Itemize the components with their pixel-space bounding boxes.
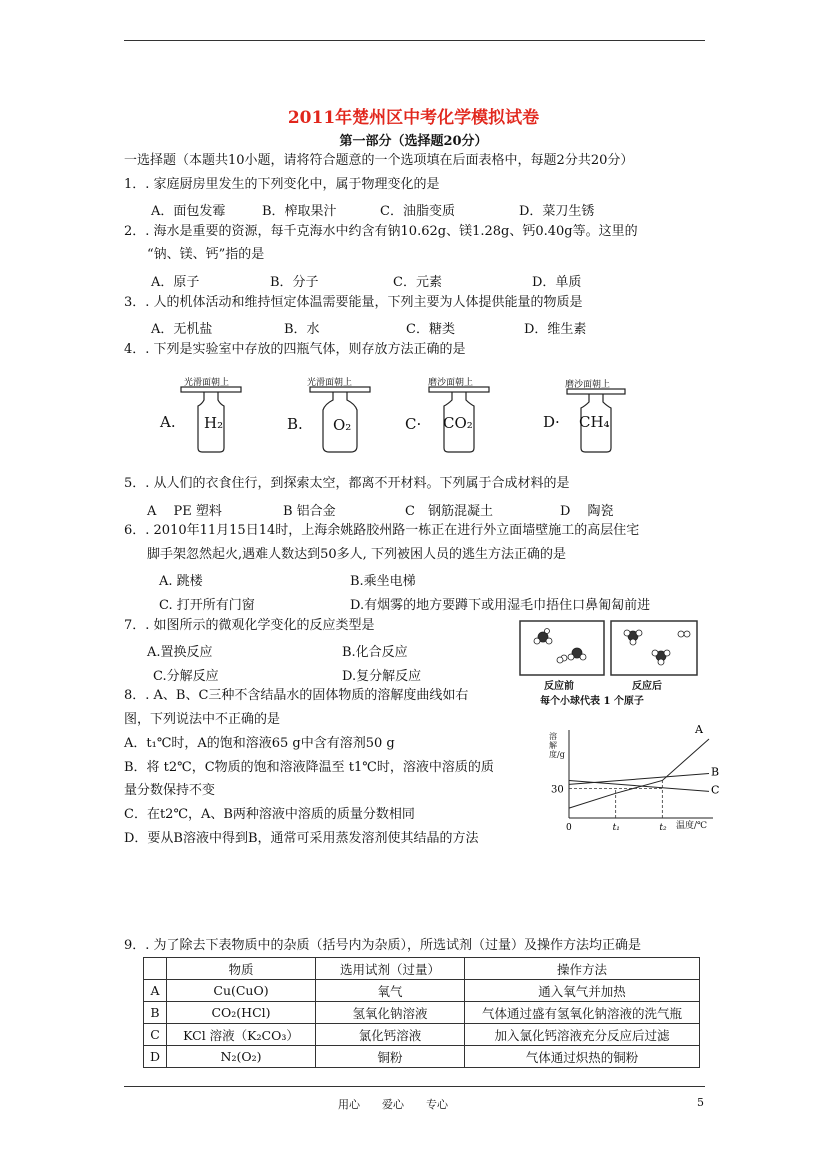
table-header-cell: 物质 — [167, 958, 316, 980]
q3-stem: 3．. 人的机体活动和维持恒定体温需要能量，下列主要为人体提供能量的物质是 — [124, 295, 583, 310]
q7-option-d: D.复分解反应 — [342, 669, 422, 684]
chart-xlabel: 温度/℃ — [676, 821, 708, 831]
section-intro: 一选择题（本题共10小题，请将符合题意的一个选项填在后面表格中，每题2分共20分） — [124, 153, 634, 168]
table-row — [144, 1002, 700, 1024]
table-cell: A — [144, 980, 167, 1002]
table-cell: D — [144, 1046, 167, 1068]
q5-option-d: D 陶瓷 — [560, 504, 614, 519]
table-header-cell — [144, 958, 167, 980]
q4-bottle-formula: CO₂ — [443, 414, 473, 432]
q1-option-b: B．榨取果汁 — [262, 204, 337, 219]
q4-bottle-cap-label: 磨沙面朝上 — [565, 380, 611, 390]
table-cell: 加入氯化钙溶液充分反应后过滤 — [465, 1024, 700, 1046]
table-cell: KCl 溶液（K₂CO₃） — [167, 1024, 316, 1046]
q7-option-a: A.置换反应 — [147, 645, 213, 660]
q7-option-c: C.分解反应 — [153, 669, 219, 684]
q8-option-d: D．要从B溶液中得到B，通常可采用蒸发溶剂使其结晶的方法 — [124, 831, 479, 846]
table-cell: C — [144, 1024, 167, 1046]
q4-bottle-formula: O₂ — [333, 416, 352, 434]
q2-stem: 2．. 海水是重要的资源，每千克海水中约含有钠10.62g、镁1.28g、钙0.40g等。这里的 — [124, 224, 638, 239]
q3-option-a: A．无机盐 — [151, 322, 213, 337]
q8-stem-cont: 图，下列说法中不正确的是 — [124, 712, 281, 727]
series-label-b: B — [711, 765, 720, 779]
table-cell: CO₂(HCl) — [167, 1002, 316, 1024]
x-tick-label: t₁ — [612, 823, 620, 833]
table-cell: 氢氧化钠溶液 — [316, 1002, 465, 1024]
q4-bottle-cap-label: 光滑面朝上 — [184, 378, 230, 388]
page-title: 2011年楚州区中考化学模拟试卷 — [287, 108, 540, 128]
q9-table — [143, 957, 700, 1068]
table-header-row — [144, 958, 700, 980]
q7-label-after: 反应后 — [632, 681, 662, 692]
table-row — [144, 1024, 700, 1046]
q8-option-a: A．t₁℃时，A的饱和溶液65 g中含有溶剂50 g — [124, 736, 395, 751]
q4-bottle-letter: C· — [405, 415, 422, 433]
q4-bottle-letter: B. — [287, 415, 303, 433]
q2-option-d: D．单质 — [532, 275, 582, 290]
q4-bottle-formula: CH₄ — [579, 413, 610, 431]
q5-option-c: C 钢筋混凝土 — [405, 504, 493, 519]
q4-bottle-cap-label: 磨沙面朝上 — [428, 378, 474, 388]
table-cell: 通入氧气并加热 — [465, 980, 700, 1002]
series-line-b — [569, 774, 709, 785]
series-label-c: C — [711, 783, 720, 797]
header-rule — [124, 40, 705, 41]
series-line-a — [569, 739, 709, 808]
table-cell: 气体通过炽热的铜粉 — [465, 1046, 700, 1068]
table-cell: B — [144, 1002, 167, 1024]
q7-figure-caption: 每个小球代表 1 个原子 — [540, 696, 644, 707]
table-row — [144, 980, 700, 1002]
q7-label-before: 反应前 — [544, 681, 574, 692]
table-cell: 氯化钙溶液 — [316, 1024, 465, 1046]
q4-bottle-letter: D· — [543, 413, 560, 431]
table-cell: Cu(CuO) — [167, 980, 316, 1002]
q1-option-d: D．菜刀生锈 — [519, 204, 595, 219]
q6-stem: 6．. 2010年11月15日14时，上海余姚路胶州路一栋正在进行外立面墙壁施工的高层住宅 — [124, 523, 640, 538]
q4-bottle-formula: H₂ — [204, 414, 224, 432]
q8-option-b: B．将 t2℃，C物质的饱和溶液降温至 t1℃时，溶液中溶质的质 — [124, 760, 494, 775]
q2-option-b: B．分子 — [270, 275, 319, 290]
q1-option-c: C．油脂变质 — [380, 204, 455, 219]
q6-stem-cont: 脚手架忽然起火,遇难人数达到50多人, 下列被困人员的逃生方法正确的是 — [147, 547, 566, 562]
table-cell: N₂(O₂) — [167, 1046, 316, 1068]
footer-rule — [124, 1086, 705, 1087]
q1-stem: 1．. 家庭厨房里发生的下列变化中，属于物理变化的是 — [124, 177, 440, 192]
q6-option-d: D.有烟雾的地方要蹲下或用湿毛巾捂住口鼻匍匐前进 — [350, 598, 651, 613]
q4-stem: 4．. 下列是实验室中存放的四瓶气体，则存放方法正确的是 — [124, 342, 466, 357]
chart-ylabel: 溶解度/g — [549, 732, 565, 759]
table-cell: 气体通过盛有氢氧化钠溶液的洗气瓶 — [465, 1002, 700, 1024]
q9-stem: 9．. 为了除去下表物质中的杂质（括号内为杂质），所选试剂（过量）及操作方法均正确是 — [124, 938, 642, 953]
q6-option-c: C. 打开所有门窗 — [159, 598, 255, 613]
q5-option-a: A PE 塑料 — [147, 504, 222, 519]
q3-option-b: B．水 — [284, 322, 320, 337]
q4-bottle-letter: A. — [160, 413, 176, 431]
x-tick-label: 0 — [566, 823, 572, 833]
section-subtitle: 第一部分（选择题20分） — [339, 134, 488, 149]
x-tick-label: t₂ — [659, 823, 667, 833]
q8-stem: 8．. A、B、C三种不含结晶水的固体物质的溶解度曲线如右 — [124, 688, 469, 703]
q6-option-b: B.乘坐电梯 — [350, 574, 416, 589]
table-header-cell: 操作方法 — [465, 958, 700, 980]
q3-option-d: D．维生素 — [524, 322, 587, 337]
table-cell: 铜粉 — [316, 1046, 465, 1068]
q5-option-b: B 铝合金 — [283, 504, 336, 519]
q8-option-b-cont: 量分数保持不变 — [124, 783, 216, 798]
series-line-c — [569, 780, 709, 791]
page-number: 5 — [697, 1096, 704, 1109]
q2-option-c: C．元素 — [393, 275, 442, 290]
q7-option-b: B.化合反应 — [342, 645, 408, 660]
q5-stem: 5．. 从人们的衣食住行，到探索太空，都离不开材料。下列属于合成材料的是 — [124, 476, 570, 491]
q4-bottle-cap-label: 光滑面朝上 — [307, 378, 353, 388]
q2-stem-cont: “钠、镁、钙”指的是 — [147, 247, 265, 262]
q1-option-a: A．面包发霉 — [151, 204, 226, 219]
series-label-a: A — [695, 722, 703, 736]
table-cell: 氧气 — [316, 980, 465, 1002]
q2-option-a: A．原子 — [151, 275, 200, 290]
y-tick-label: 30 — [551, 784, 564, 796]
q7-stem: 7．. 如图所示的微观化学变化的反应类型是 — [124, 618, 375, 633]
footer-text: 用心 爱心 专心 — [338, 1098, 448, 1111]
table-row — [144, 1046, 700, 1068]
q3-option-c: C．糖类 — [406, 322, 455, 337]
q6-option-a: A. 跳楼 — [159, 574, 203, 589]
q8-option-c: C．在t2℃，A、B两种溶液中溶质的质量分数相同 — [124, 807, 415, 822]
table-header-cell: 选用试剂（过量） — [316, 958, 465, 980]
